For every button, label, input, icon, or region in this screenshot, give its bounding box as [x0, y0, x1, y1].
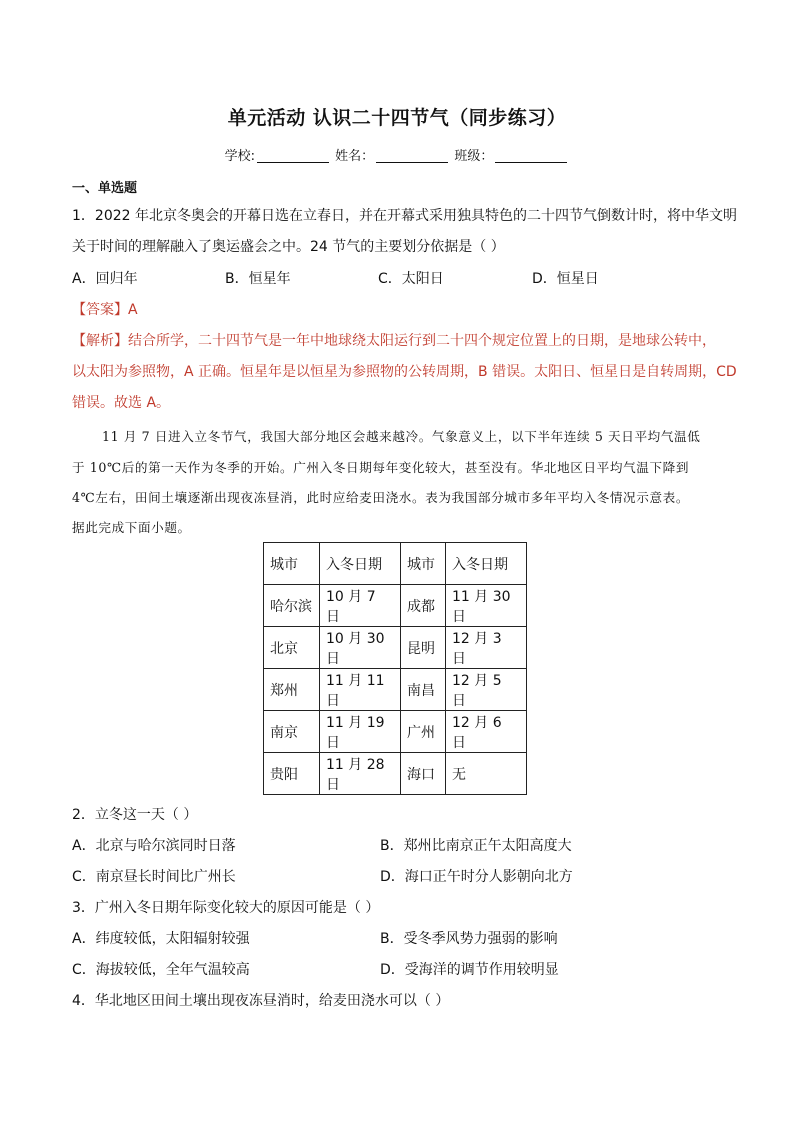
- q1-option-c: C．太阳日: [378, 271, 444, 287]
- table-row: [264, 711, 527, 753]
- school-label: 学校:: [224, 149, 256, 164]
- table-header-cell: 城市: [264, 543, 320, 585]
- q2-option-d: D．海口正午时分人影朝向北方: [380, 869, 573, 885]
- table-cell: 12 月 6 日: [446, 711, 527, 753]
- analysis-tag: 【解析】: [72, 333, 128, 349]
- q2-option-a: A．北京与哈尔滨同时日落: [72, 838, 236, 854]
- class-label: 班级：: [454, 149, 494, 164]
- q3-option-a: A．纬度较低，太阳辐射较强: [72, 931, 250, 947]
- table-cell: 贵阳: [264, 753, 320, 795]
- student-info-line: [0, 145, 794, 164]
- q3-stem: 3．广州入冬日期年际变化较大的原因可能是（ ）: [72, 900, 380, 916]
- table-cell: 12 月 5 日: [446, 669, 527, 711]
- table-cell: 10 月 30 日: [320, 627, 401, 669]
- table-row: [264, 627, 527, 669]
- table-cell: 11 月 28 日: [320, 753, 401, 795]
- table-cell: 12 月 3 日: [446, 627, 527, 669]
- q1-stem-line-2: 关于时间的理解融入了奥运盛会之中。24 节气的主要划分依据是（ ）: [72, 239, 505, 255]
- table-header-cell: 入冬日期: [446, 543, 527, 585]
- q3-option-d: D．受海洋的调节作用较明显: [380, 962, 559, 978]
- passage-line-4: 据此完成下面小题。: [72, 520, 191, 535]
- winter-onset-table: [263, 542, 527, 795]
- table-cell: 昆明: [401, 627, 446, 669]
- table-header-row: [264, 543, 527, 585]
- table-header-cell: 城市: [401, 543, 446, 585]
- table-cell: 海口: [401, 753, 446, 795]
- passage-line-3: 4℃左右，田间土壤逐渐出现夜冻昼消，此时应给麦田浇水。表为我国部分城市多年平均入冬情况示意表。: [72, 490, 690, 505]
- table-cell: 郑州: [264, 669, 320, 711]
- page-title: 单元活动 认识二十四节气（同步练习）: [227, 107, 567, 129]
- q1-analysis-line-2: 以太阳为参照物，A 正确。恒星年是以恒星为参照物的公转周期，B 错误。太阳日、恒星日是自转周期，CD: [72, 364, 737, 380]
- name-label: 姓名：: [335, 149, 375, 164]
- table-row: [264, 753, 527, 795]
- school-blank[interactable]: [257, 148, 329, 163]
- table-cell: 北京: [264, 627, 320, 669]
- table-row: [264, 585, 527, 627]
- table-cell: 南昌: [401, 669, 446, 711]
- table-cell: 成都: [401, 585, 446, 627]
- q3-option-b: B．受冬季风势力强弱的影响: [380, 931, 558, 947]
- table-cell: 11 月 19 日: [320, 711, 401, 753]
- q1-option-b: B．恒星年: [225, 271, 291, 287]
- answer-value: A: [128, 302, 138, 318]
- table-cell: 10 月 7 日: [320, 585, 401, 627]
- q2-option-b: B．郑州比南京正午太阳高度大: [380, 838, 572, 854]
- table-cell: 11 月 30 日: [446, 585, 527, 627]
- q2-stem: 2．立冬这一天（ ）: [72, 807, 198, 823]
- analysis-text-1: 结合所学，二十四节气是一年中地球绕太阳运行到二十四个规定位置上的日期，是地球公转中，: [128, 333, 716, 349]
- answer-tag: 【答案】: [72, 302, 128, 318]
- section-heading: 一、单选题: [72, 181, 138, 196]
- passage-line-1: 11 月 7 日进入立冬节气，我国大部分地区会越来越冷。气象意义上，以下半年连续 5 天日平均气温低: [102, 429, 701, 444]
- table-cell: 广州: [401, 711, 446, 753]
- table-row: [264, 669, 527, 711]
- q3-option-c: C．海拔较低，全年气温较高: [72, 962, 250, 978]
- q1-analysis-line-1: [72, 330, 716, 350]
- q1-analysis-line-3: 错误。故选 A。: [72, 395, 171, 411]
- class-blank[interactable]: [495, 148, 567, 163]
- q1-stem-line-1: 1．2022 年北京冬奥会的开幕日选在立春日，并在开幕式采用独具特色的二十四节气倒数计时，将中华文明: [72, 208, 737, 224]
- table-cell: 11 月 11 日: [320, 669, 401, 711]
- table-cell: 无: [446, 753, 527, 795]
- name-blank[interactable]: [376, 148, 448, 163]
- q1-option-d: D．恒星日: [532, 271, 599, 287]
- q1-option-a: A．回归年: [72, 271, 138, 287]
- q4-stem: 4．华北地区田间土壤出现夜冻昼消时，给麦田浇水可以（ ）: [72, 993, 450, 1009]
- table-cell: 南京: [264, 711, 320, 753]
- q2-option-c: C．南京昼长时间比广州长: [72, 869, 236, 885]
- passage-line-2: 于 10℃后的第一天作为冬季的开始。广州入冬日期每年变化较大，甚至没有。华北地区日平均气温下降到: [72, 460, 690, 475]
- q1-answer: [72, 299, 138, 319]
- table-header-cell: 入冬日期: [320, 543, 401, 585]
- table-cell: 哈尔滨: [264, 585, 320, 627]
